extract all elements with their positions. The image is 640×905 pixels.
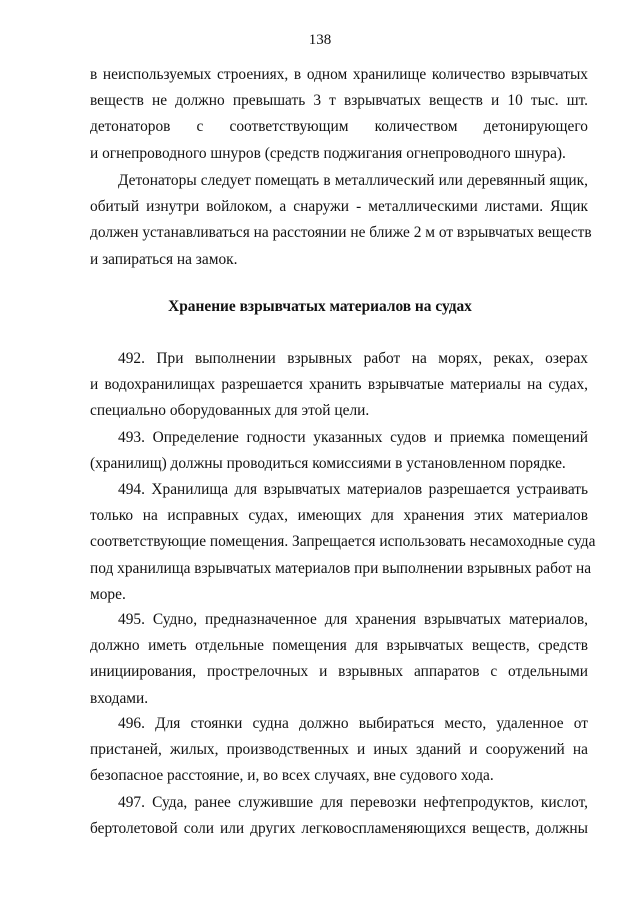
paragraph-continuation <box>90 62 588 167</box>
text-line: инициирования, прострелочных и взрывных аппаратов с отдельными <box>90 663 588 681</box>
text-line: 496. Для стоянки судна должно выбираться место, удаленное от <box>118 715 588 732</box>
text-line: входами. <box>90 689 149 707</box>
text-line: 495. Судно, предназначенное для хранения взрывчатых материалов, <box>118 611 588 628</box>
text-line: 493. Определение годности указанных судов и приемка помещений <box>118 429 588 446</box>
paragraph-494 <box>90 477 596 608</box>
text-line: 492. При выполнении взрывных работ на морях, реках, озерах <box>118 350 588 367</box>
paragraph-492 <box>90 346 588 425</box>
paragraph-496 <box>90 711 588 790</box>
text-line: только на исправных судах, имеющих для хранения этих материалов <box>90 507 588 525</box>
text-line: 494. Хранилища для взрывчатых материалов разрешается устраивать <box>118 481 588 498</box>
text-line: (хранилищ) должны проводиться комиссиями в установленном порядке. <box>90 455 566 473</box>
text-line: безопасное расстояние, и, во всех случаях, вне судового хода. <box>90 767 494 785</box>
paragraph-493 <box>90 425 588 477</box>
text-line: детонаторов с соответствующим количеством детонирующего <box>90 118 588 136</box>
text-line: соответствующие помещения. Запрещается использовать несамоходные суда <box>90 533 596 551</box>
text-line: должен устанавливаться на расстоянии не ближе 2 м от взрывчатых веществ <box>90 224 592 242</box>
text-line: должно иметь отдельные помещения для взрывчатых веществ, средств <box>90 637 588 655</box>
paragraph-detonators <box>90 168 592 273</box>
text-line: под хранилища взрывчатых материалов при выполнении взрывных работ на <box>90 559 592 577</box>
text-line: Детонаторы следует помещать в металлический или деревянный ящик, <box>118 172 588 189</box>
text-line: пристаней, жилых, производственных и иных зданий и сооружений на <box>90 741 588 759</box>
page-number: 138 <box>308 32 332 48</box>
text-line: веществ не должно превышать 3 т взрывчатых веществ и 10 тыс. шт. <box>90 92 588 110</box>
section-heading: Хранение взрывчатых материалов на судах <box>168 298 472 315</box>
text-line: море. <box>90 585 126 603</box>
text-line: и водохранилищах разрешается хранить взрывчатые материалы на судах, <box>90 376 588 394</box>
text-line: и огнепроводного шнуров (средств поджигания огнепроводного шнура). <box>90 144 566 162</box>
text-line: обитый изнутри войлоком, а снаружи - металлическими листами. Ящик <box>90 198 588 216</box>
text-line: и запираться на замок. <box>90 250 238 268</box>
text-line: в неиспользуемых строениях, в одном хранилище количество взрывчатых <box>90 66 588 83</box>
text-line: специально оборудованных для этой цели. <box>90 402 370 420</box>
paragraph-497 <box>90 790 588 842</box>
text-line: бертолетовой соли или других легковоспламеняющихся веществ, должны <box>90 820 588 838</box>
paragraph-495 <box>90 607 588 712</box>
text-line: 497. Суда, ранее служившие для перевозки нефтепродуктов, кислот, <box>118 794 588 811</box>
